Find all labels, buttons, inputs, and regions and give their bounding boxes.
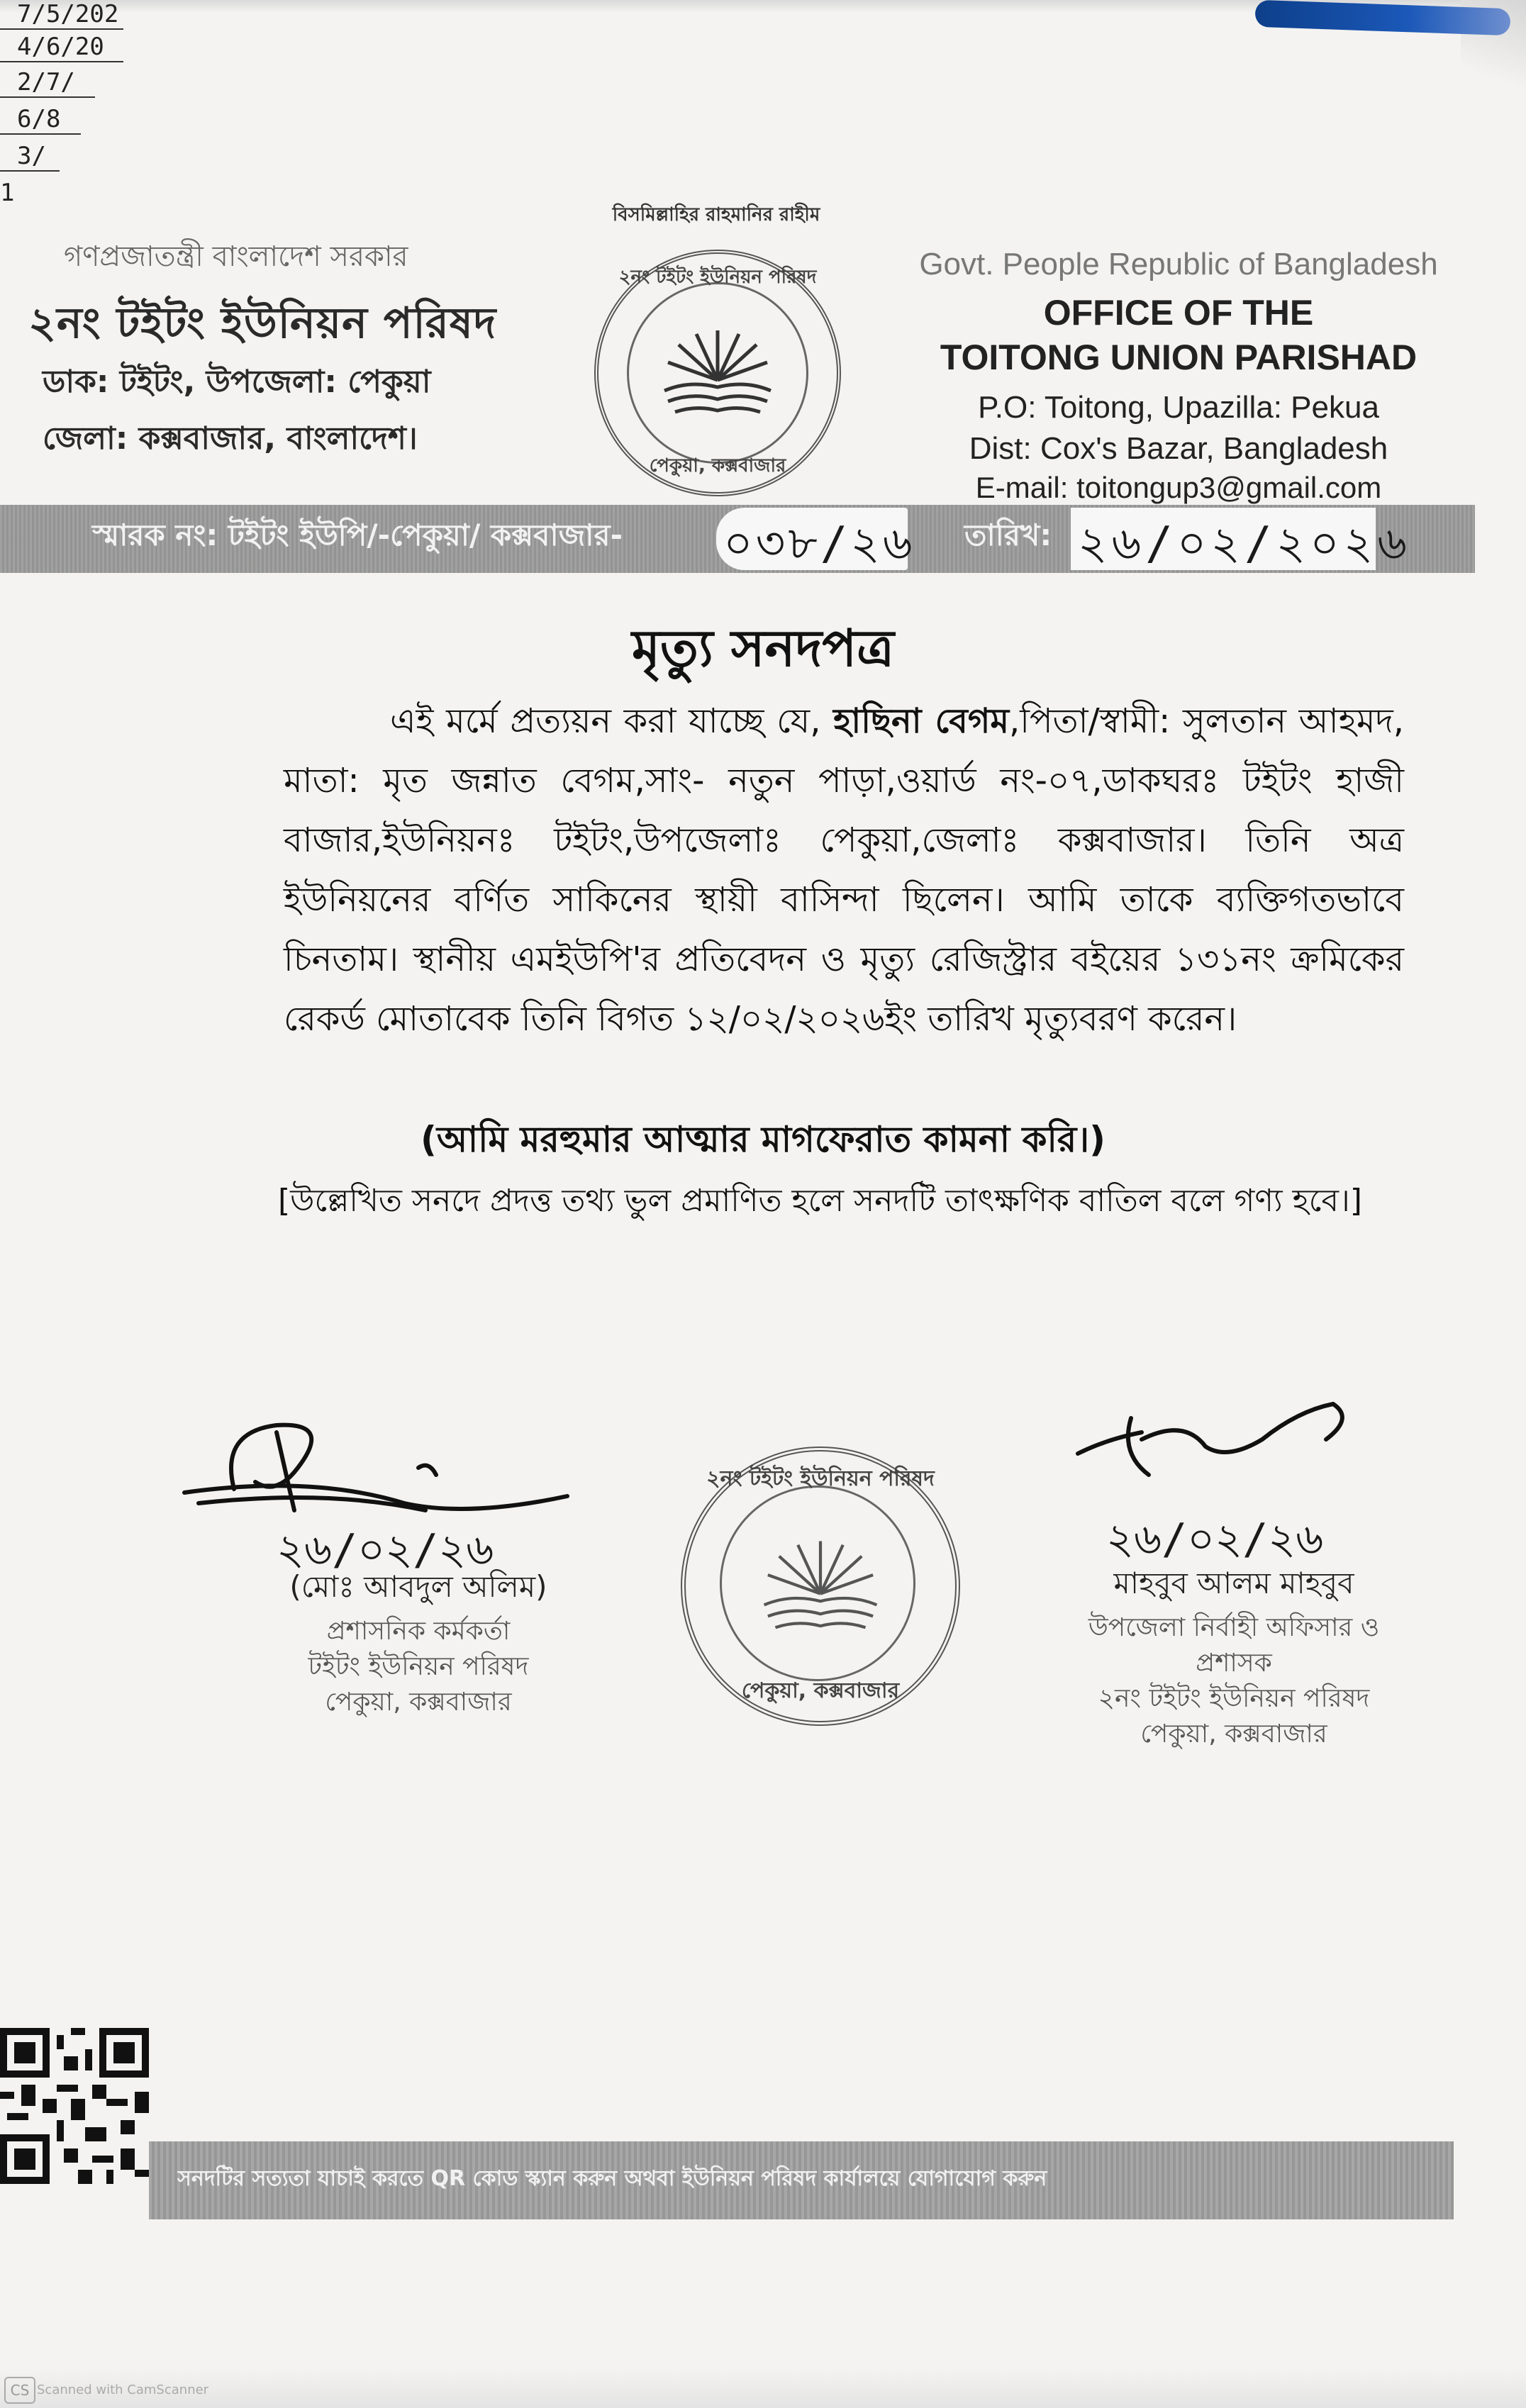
right-signatory-role: প্রশাসক: [1196, 1649, 1272, 1678]
bismillah-text: বিসমিল্লাহির রাহমানির রাহীম: [612, 204, 820, 225]
scan-edge-bottom: [0, 2368, 1526, 2408]
center-seal-bottom-text: পেকুয়া, কক্সবাজার: [741, 1678, 900, 1703]
right-signatory-office: ২নং টইটং ইউনিয়ন পরিষদ: [1098, 1684, 1370, 1713]
header-seal: [594, 250, 841, 496]
water-lily-emblem-icon: [647, 313, 789, 433]
post-office-en: P.O: Toitong, Upazilla: Pekua: [978, 390, 1379, 425]
office-line1-en: OFFICE OF THE: [1043, 293, 1314, 333]
margin-scrap: 6/8: [0, 105, 81, 135]
center-seal: [681, 1447, 960, 1726]
prayer-line: (আমি মরহুমার আত্মার মাগফেরাত কামনা করি।): [420, 1119, 1106, 1160]
office-line2-en: TOITONG UNION PARISHAD: [940, 338, 1418, 377]
left-signatory-name: (মোঃ আবদুল অলিম): [289, 1569, 547, 1604]
qr-code-icon[interactable]: [0, 2028, 149, 2184]
government-name-bn: গণপ্রজাতন্ত্রী বাংলাদেশ সরকার: [64, 240, 408, 273]
left-signatory: [199, 1563, 638, 1720]
document-title: মৃত্যু সনদপত্র: [631, 618, 895, 678]
body-intro: এই মর্মে প্রত্যয়ন করা যাচ্ছে যে,: [390, 701, 834, 741]
water-lily-emblem-icon: [742, 1522, 898, 1650]
left-signatory-office: টইটং ইউনিয়ন পরিষদ: [308, 1652, 529, 1681]
camscanner-logo-icon: CS: [4, 2377, 35, 2404]
certificate-body: [284, 691, 1404, 1049]
address-line1-bn: ডাক: টইটং, উপজেলা: পেকুয়া: [43, 364, 431, 400]
margin-scrap: 1: [0, 179, 15, 207]
right-signatory: [1014, 1560, 1454, 1752]
reference-number: ০৩৮/২৬: [723, 518, 915, 570]
disclaimer: [উল্লেখিত সনদে প্রদত্ত তথ্য ভুল প্রমাণিত হলে সনদটি তাৎক্ষণিক বাতিল বলে গণ্য হবে।]: [278, 1183, 1362, 1219]
government-name-en: Govt. People Republic of Bangladesh: [919, 247, 1438, 282]
deceased-name: হাছিনা বেগম: [833, 701, 1009, 741]
footer-text: সনদটির সত্যতা যাচাই করতে QR কোড স্ক্যান করুন অথবা ইউনিয়ন পরিষদ কার্যালয়ে যোগাযোগ করুন: [177, 2166, 1047, 2191]
left-signature-date: ২৬/০২/২৬: [277, 1525, 494, 1575]
address-line2-bn: জেলা: কক্সবাজার, বাংলাদেশ।: [43, 420, 418, 457]
margin-scrap: 2/7/: [0, 68, 95, 98]
date-label: তারিখ:: [964, 518, 1052, 552]
left-signatory-location: পেকুয়া, কক্সবাজার: [325, 1688, 512, 1717]
right-signatory-location: পেকুয়া, কক্সবাজার: [1140, 1719, 1327, 1749]
left-signatory-title: প্রশাসনিক কর্মকর্তা: [326, 1617, 511, 1646]
right-signature-date: ২৬/০২/২৬: [1106, 1515, 1324, 1564]
right-signature-ink: [1064, 1390, 1376, 1496]
center-seal-top-text: ২নং টইটং ইউনিয়ন পরিষদ: [706, 1466, 935, 1491]
reference-label: স্মারক নং: টইটং ইউপি/-পেকুয়া/ কক্সবাজার-: [92, 518, 623, 552]
camscanner-watermark: Scanned with CamScanner: [37, 2382, 209, 2397]
seal-bottom-text: পেকুয়া, কক্সবাজার: [649, 455, 786, 476]
right-signatory-title: উপজেলা নির্বাহী অফিসার ও: [1088, 1613, 1380, 1642]
margin-scrap: 7/5/202: [0, 0, 123, 30]
email-en: E-mail: toitongup3@gmail.com: [975, 471, 1382, 504]
margin-scrap: 3/: [0, 142, 60, 172]
union-name-bn: ২নং টইটং ইউনিয়ন পরিষদ: [28, 299, 497, 348]
right-signatory-name: মাহবুব আলম মাহবুব: [1113, 1566, 1354, 1600]
body-rest: ,পিতা/স্বামী: সুলতান আহমদ, মাতা: মৃত জন্নাত বেগম,সাং- নতুন পাড়া,ওয়ার্ড নং-০৭,ডাকঘরঃ টইটং হাজী বাজার,ইউনিয়নঃ টইটং,উপজেলাঃ পেকুয়া,জেলাঃ কক্সবাজার। তিনি অত্র ইউনিয়নের বর্ণিত সাকিনের স্থায়ী বাসিন্দা ছিলেন। আমি তাকে ব্যক্তিগতভাবে চিনতাম। স্থানীয় এমইউপি'র প্রতিবেদন ও মৃত্যু রেজিস্ট্রার বইয়ের ১৩১নং ক্রমিকের রেকর্ড মোতাবেক তিনি বিগত ১২/০২/২০২৬ইং তারিখ মৃত্যুবরণ করেন।: [284, 701, 1404, 1039]
seal-top-text: ২নং টইটং ইউনিয়ন পরিষদ: [618, 267, 817, 288]
issue-date: ২৬/০২/২০২৬: [1078, 518, 1411, 570]
margin-scrap: 4/6/20: [0, 33, 123, 62]
district-en: Dist: Cox's Bazar, Bangladesh: [969, 431, 1388, 466]
